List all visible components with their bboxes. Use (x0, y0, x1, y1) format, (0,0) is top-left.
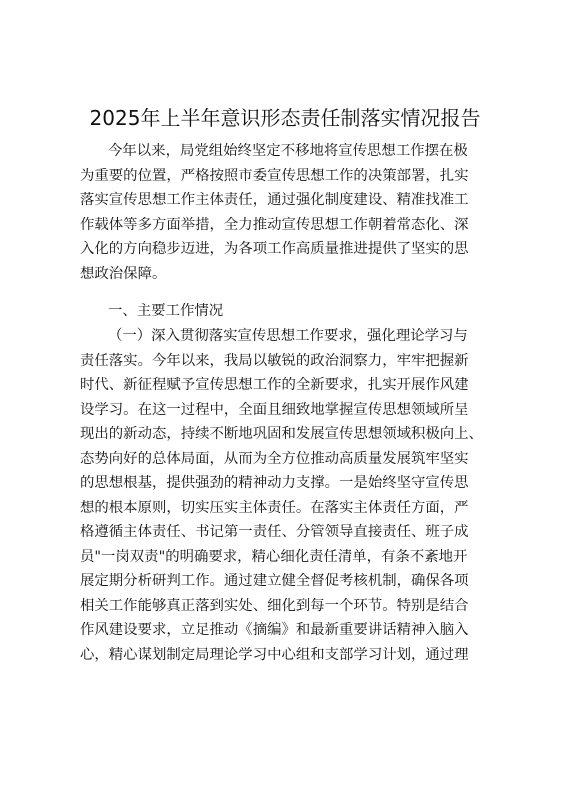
body-line: 想的根本原则，切实压实主体责任。在落实主体责任方面，严 (80, 499, 469, 516)
body-line: 的思想根基，提供强劲的精神动力支撑。一是始终坚守宣传思 (80, 475, 469, 491)
body-line: 展定期分析研判工作。通过建立健全督促考核机制，确保各项 (80, 573, 469, 589)
body-line: 设学习。在这一过程中，全面且细致地掌握宣传思想领域所呈 (80, 401, 469, 418)
body-line: 责任落实。今年以来，我局以敏锐的政治洞察力，牢牢把握新 (80, 352, 469, 369)
body-paragraph (80, 324, 502, 667)
intro-line: 落实宣传思想工作主体责任，通过强化制度建设、精准找准工 (80, 192, 469, 208)
intro-line: 作载体等多方面举措，全力推动宣传思想工作朝着常态化、深 (80, 216, 469, 233)
document-title: 2025年上半年意识形态责任制落实情况报告 (89, 106, 481, 130)
body-line: 员"一岗双责"的明确要求，精心细化责任清单，有条不紊地开 (80, 548, 468, 565)
body-line: 相关工作能够真正落到实处、细化到每一个环节。特别是结合 (80, 597, 469, 614)
body-line: 时代、新征程赋予宣传思想工作的全新要求，扎实开展作风建 (80, 377, 469, 393)
intro-line: 为重要的位置，严格按照市委宣传思想工作的决策部署，扎实 (80, 167, 469, 184)
intro-line: 想政治保障。 (80, 265, 167, 282)
intro-line: 入化的方向稳步迈进，为各项工作高质量推进提供了坚实的思 (80, 241, 469, 257)
body-line: （一）深入贯彻落实宣传思想工作要求，强化理论学习与 (108, 328, 468, 344)
intro-line: 今年以来，局党组始终坚定不移地将宣传思想工作摆在极 (108, 143, 468, 159)
section-heading: 一、主要工作情况 (108, 303, 224, 319)
intro-paragraph (80, 139, 502, 286)
body-line: 心，精心谋划制定局理论学习中心组和支部学习计划，通过理 (80, 646, 469, 663)
body-line: 态势向好的总体局面，从而为全方位推动高质量发展筑牢坚实 (80, 450, 469, 467)
body-line: 格遵循主体责任、书记第一责任、分管领导直接责任、班子成 (80, 524, 469, 540)
body-line: 现出的新动态，持续不断地巩固和发展宣传思想领域积极向上、 (80, 426, 483, 442)
body-line: 作风建设要求，立足推动《摘编》和最新重要讲话精神入脑入 (80, 622, 469, 638)
